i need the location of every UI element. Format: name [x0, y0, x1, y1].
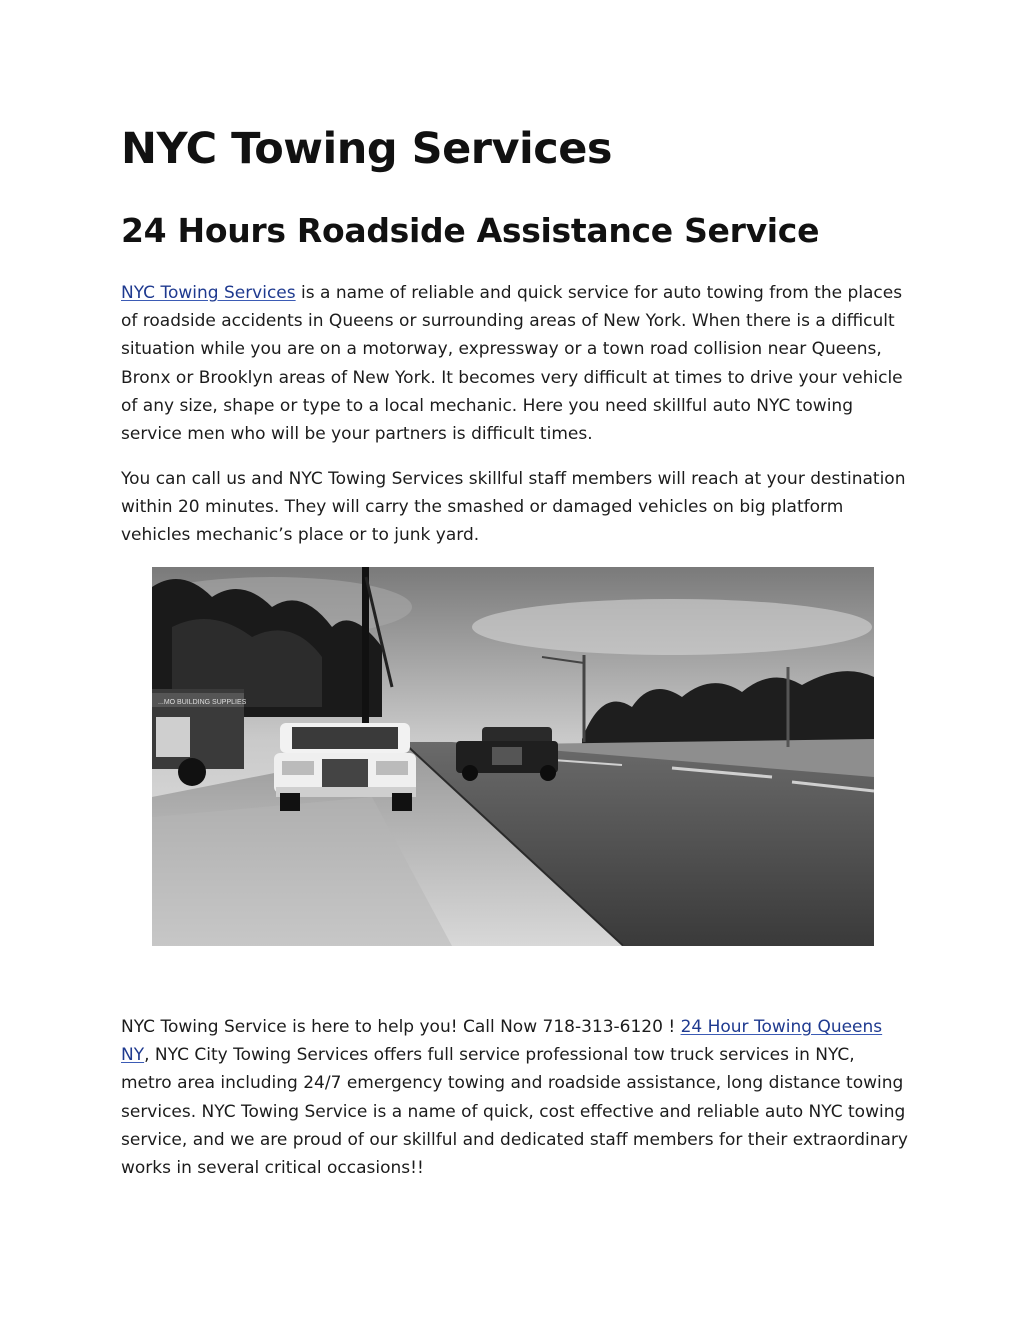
- service-paragraph-text-after: , NYC City Towing Services offers full service professional tow truck services in NYC, metro area including 24/7 emergency towing and roadside assistance, long distance towing services. NYC Towing Service is a name of quick, cost effective and reliable auto NYC towing service, and we are proud of our skillful and dedicated staff members for their extraordinary works in several critical occasions!!: [121, 1045, 908, 1179]
- call-paragraph: [121, 465, 909, 550]
- tow-trucks-roadside-photo: [152, 567, 874, 946]
- page-subtitle: 24 Hours Roadside Assistance Service: [121, 211, 820, 250]
- truck-sign-text: ...MO BUILDING SUPPLIES: [158, 699, 247, 706]
- nyc-towing-services-link[interactable]: NYC Towing Services: [121, 283, 296, 303]
- page-title: NYC Towing Services: [121, 124, 612, 174]
- 24-hour-towing-queens-link[interactable]: 24 Hour Towing Queens NY: [121, 1017, 883, 1066]
- intro-paragraph-text: is a name of reliable and quick service for auto towing from the places of roadside accidents in Queens or surrounding areas of New York. When there is a difficult situation while you are on a motorway, expressway or a town road collision near Queens, Bronx or Brooklyn areas of New York. It becomes very difficult at times to drive your vehicle of any size, shape or type to a local mechanic. Here you need skillful auto NYC towing service men who will be your partners is difficult times.: [121, 283, 903, 445]
- service-paragraph-text-before: NYC Towing Service is here to help you! Call Now 718-313-6120 !: [121, 1017, 681, 1037]
- call-paragraph-text: You can call us and NYC Towing Services skillful staff members will reach at your destination within 20 minutes. They will carry the smashed or damaged vehicles on big platform vehicles mechanic’s place or to junk yard.: [121, 469, 906, 546]
- service-paragraph: [121, 1013, 909, 1182]
- intro-paragraph: [121, 279, 909, 448]
